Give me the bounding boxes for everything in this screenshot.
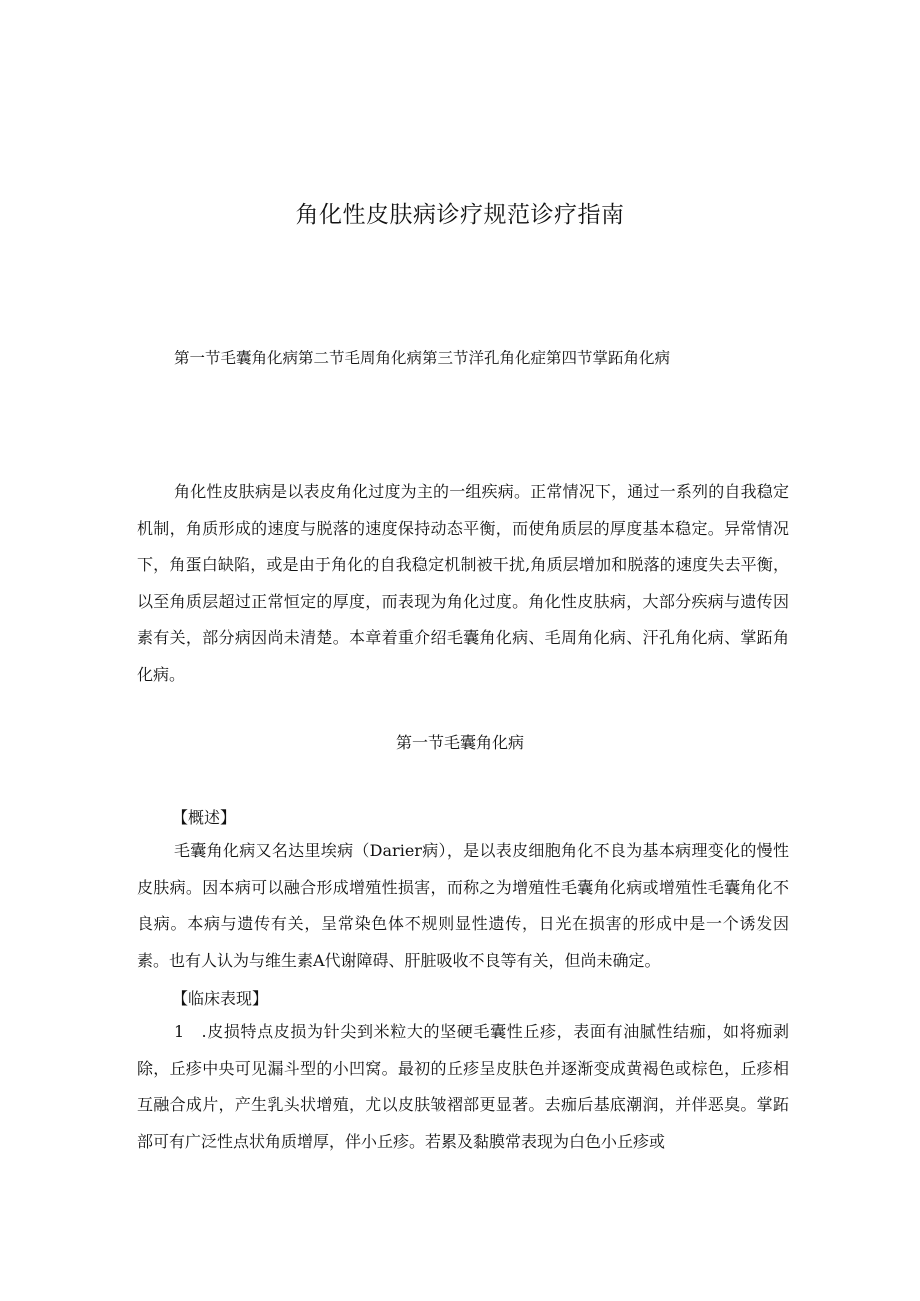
table-of-contents-line: 第一节毛囊角化病第二节毛周角化病第三节洋孔角化症第四节掌跖角化病 [174,349,671,367]
clinical-paragraph: 1 .皮损特点皮损为针尖到米粒大的坚硬毛囊性丘疹，表面有油腻性结痂，如将痂剥除，丘疹中央可见漏斗型的小凹窝。最初的丘疹呈皮肤色并逐渐变成黄褐色或棕色，丘疹相互融合成片，产生乳头状增殖，尤以皮肤皱褶部更显著。去痂后基底潮润，并伴恶臭。掌跖部可有广泛性点状角质增厚，伴小丘疹。若累及黏膜常表现为白色小丘疹或 [137,1022,789,1151]
overview-paragraph: 毛囊角化病又名达里埃病（Darier病），是以表皮细胞角化不良为基本病理变化的慢性皮肤病。因本病可以融合形成增殖性损害，而称之为增殖性毛囊角化病或增殖性毛囊角化不良病。本病与遗传有关，呈常染色体不规则显性遗传，日光在损害的形成中是一个诱发因素。也有人认为与维生素A代谢障碍、肝脏吸收不良等有关，但尚未确定。 [137,841,789,970]
document-title: 角化性皮肤病诊疗规范诊疗指南 [295,202,625,228]
intro-paragraph: 角化性皮肤病是以表皮角化过度为主的一组疾病。正常情况下，通过一系列的自我稳定机制，角质形成的速度与脱落的速度保持动态平衡，而使角质层的厚度基本稳定。异常情况下，角蛋白缺陷，或是由于角化的自我稳定机制被干扰,角质层增加和脱落的速度失去平衡，以至角质层超过正常恒定的厚度，而表现为角化过度。角化性皮肤病，大部分疾病与遗传因素有关，部分病因尚未清楚。本章着重介绍毛囊角化病、毛周角化病、汗孔角化病、掌跖角化病。 [137,482,789,684]
clinical-label: 【临床表现】 [172,989,269,1008]
section-heading: 第一节毛囊角化病 [395,733,524,752]
overview-label: 【概述】 [172,808,237,827]
